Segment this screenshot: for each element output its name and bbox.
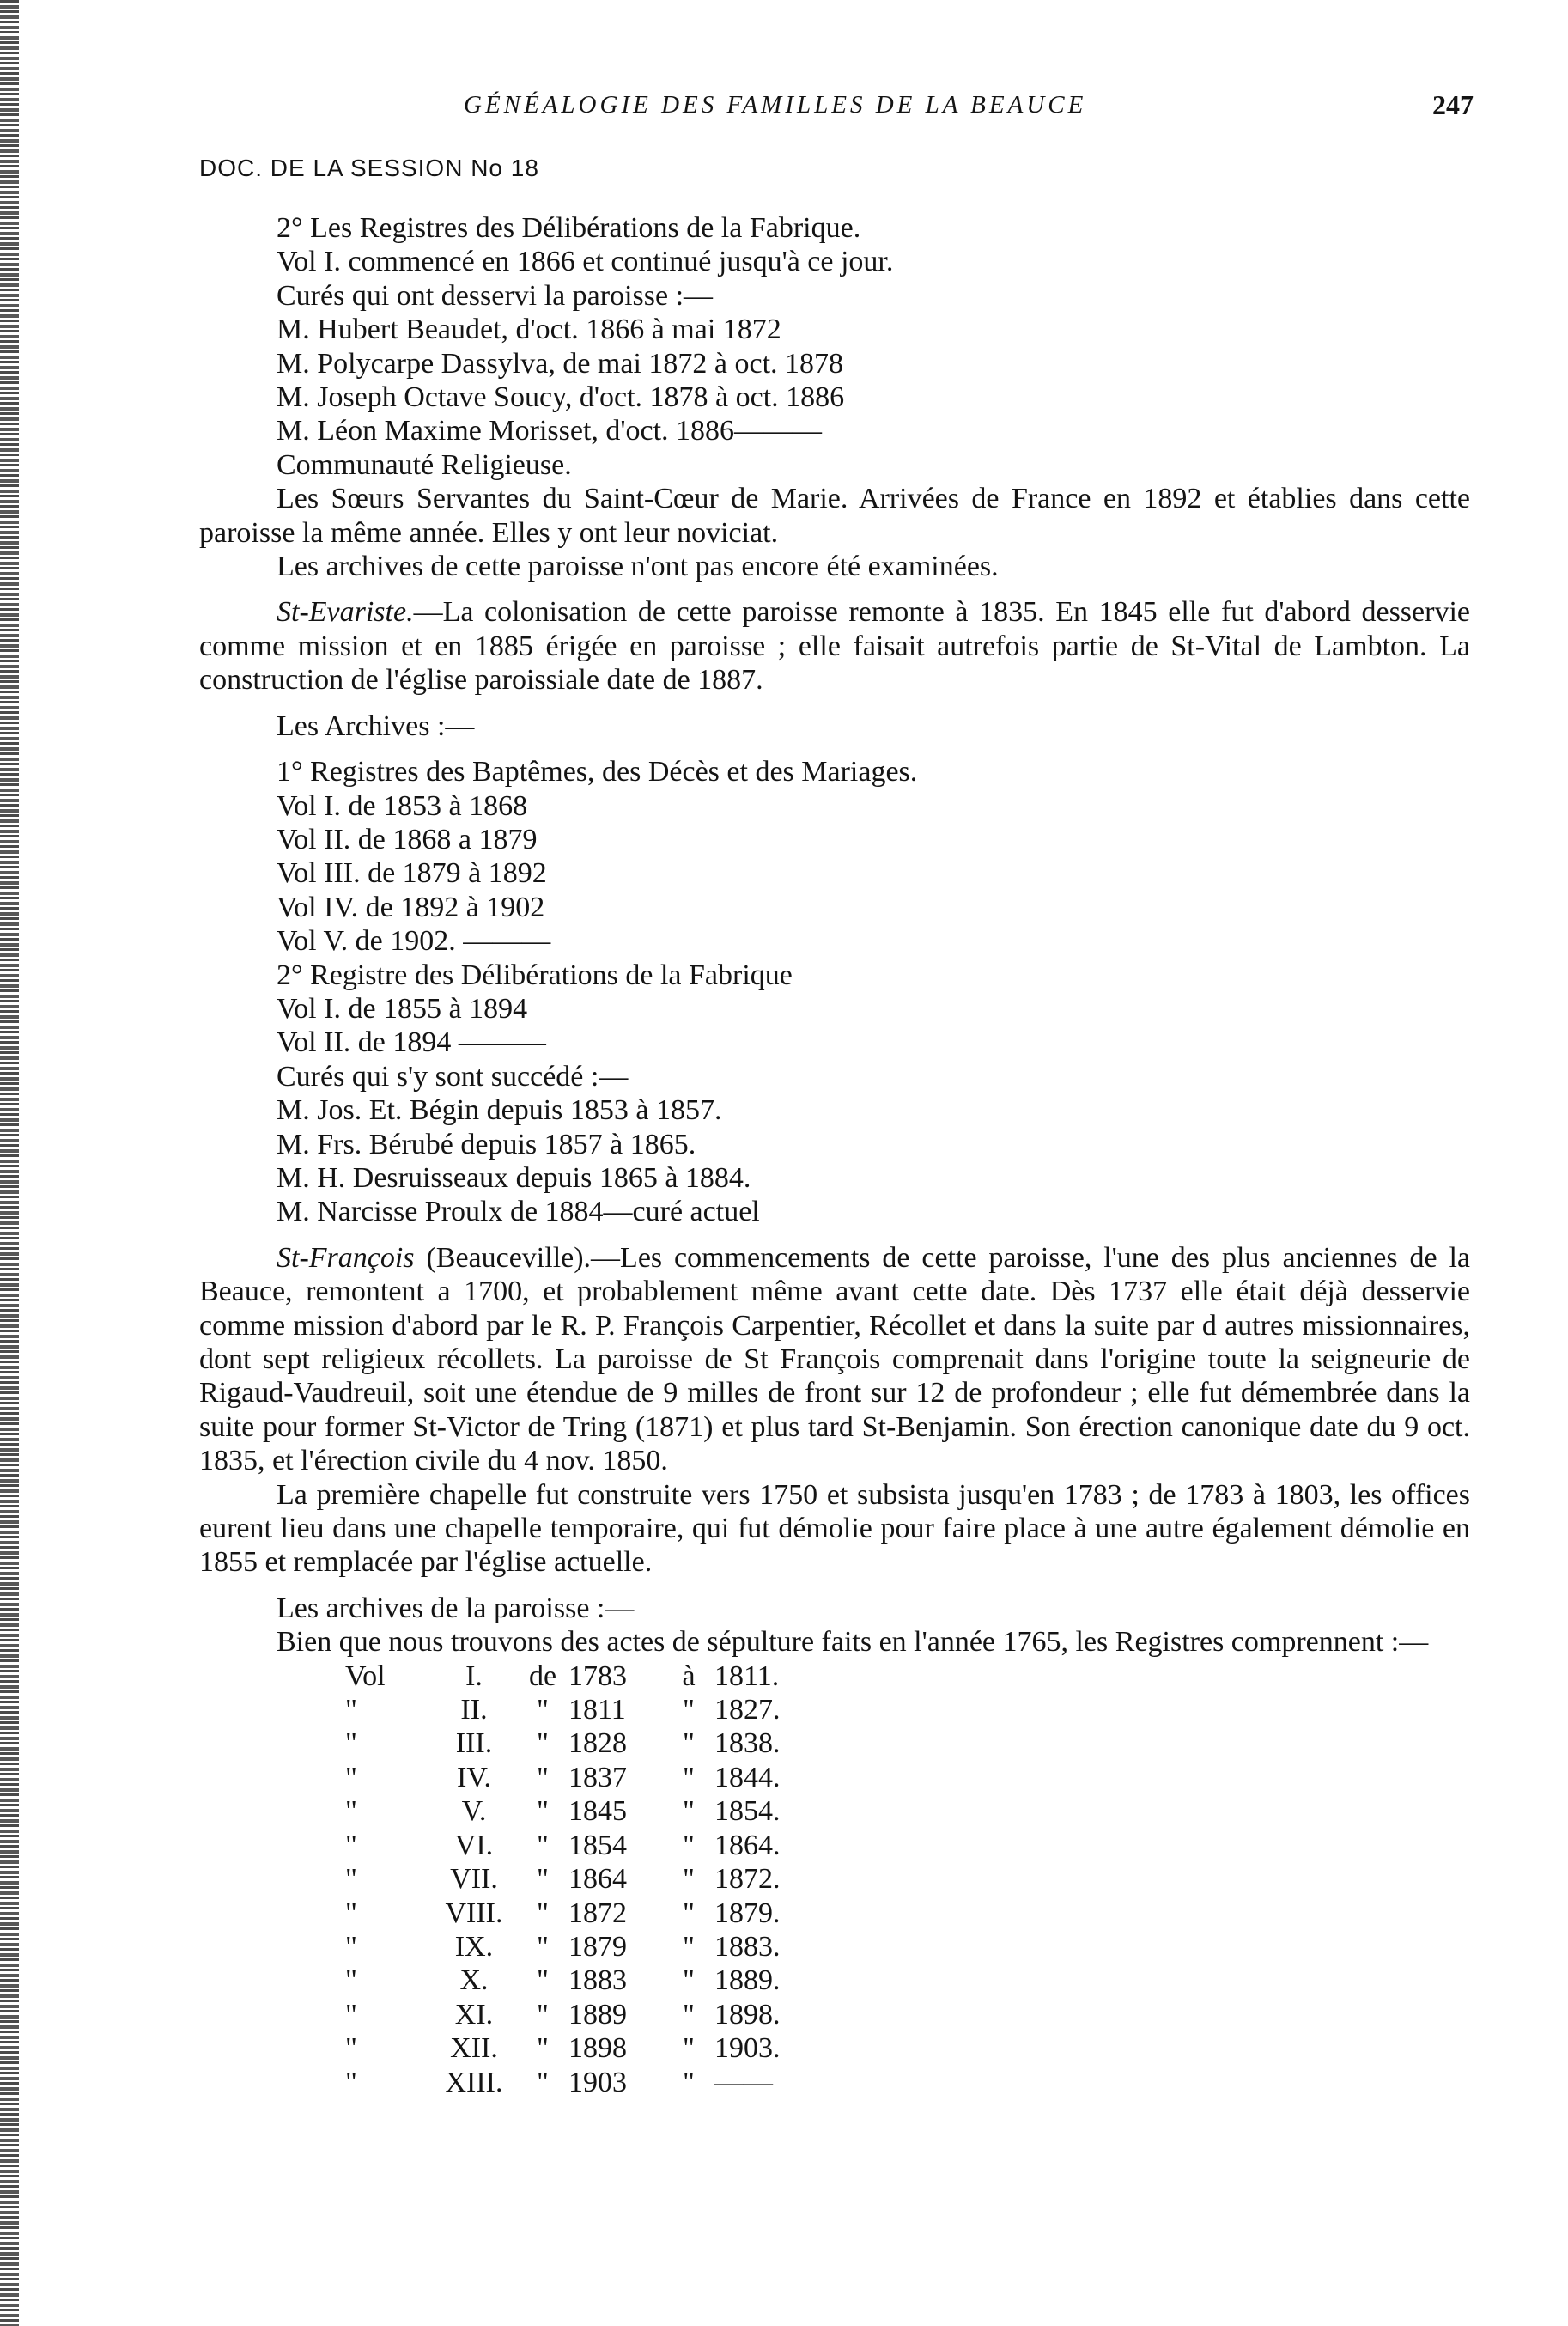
- volume-cell-de: ": [537, 1761, 549, 1793]
- volume-cell-a: ": [683, 1964, 695, 1997]
- volume-cell-num: IV.: [457, 1761, 491, 1793]
- volume-cell-de: ": [537, 1829, 549, 1861]
- volume-cell-vol: ": [345, 2032, 357, 2065]
- st-evariste-text: —La colonisation de cette paroisse remonte à 1835. En 1845 elle fut d'abord desservie comme mission et en 1885 érigée en paroisse ; elle faisait autrefois partie de St-Vital de Lambton. La construction de l'église paroissiale date de 1887.: [199, 596, 1470, 697]
- archives-heading: Les archives de la paroisse :—: [277, 1592, 635, 1624]
- volume-cell-a: ": [683, 1998, 695, 2031]
- volume-cell-from: 1783: [568, 1659, 627, 1692]
- volume-cell-a: ": [683, 1829, 695, 1861]
- registres-paragraph: Bien que nous trouvons des actes de sépulture faits en l'année 1765, les Registres comprennent :—: [277, 1626, 1429, 1659]
- volume-cell-from: 1903: [568, 2066, 627, 2098]
- text-line: M. Narcisse Proulx de 1884—curé actuel: [277, 1196, 760, 1228]
- volume-cell-from: 1883: [568, 1964, 627, 1997]
- text-line: Vol V. de 1902. ———: [277, 925, 551, 958]
- volume-cell-vol: ": [345, 1930, 357, 1963]
- archives-note: Les archives de cette paroisse n'ont pas encore été examinées.: [277, 551, 999, 583]
- running-title: GÉNÉALOGIE DES FAMILLES DE LA BEAUCE: [464, 91, 1087, 119]
- volume-row: [345, 2031, 817, 2065]
- volume-cell-from: 1898: [568, 2032, 627, 2065]
- volume-cell-num: II.: [460, 1694, 488, 1726]
- volume-row: [345, 1659, 817, 1693]
- volume-cell-from: 1837: [568, 1761, 627, 1793]
- volume-cell-num: I.: [465, 1659, 483, 1692]
- volume-cell-de: ": [537, 2032, 549, 2065]
- volume-cell-num: IX.: [454, 1930, 494, 1963]
- volume-cell-a: ": [683, 1930, 695, 1963]
- volume-cell-to: 1898.: [714, 1998, 781, 2031]
- volume-cell-from: 1828: [568, 1727, 627, 1760]
- volume-row: [345, 1897, 817, 1930]
- volume-cell-de: ": [537, 1727, 549, 1760]
- volume-cell-a: ": [683, 1694, 695, 1726]
- text-line: Vol II. de 1868 a 1879: [277, 823, 538, 856]
- volume-cell-de: ": [537, 1930, 549, 1963]
- volume-cell-vol: Vol: [345, 1659, 386, 1692]
- soeurs-paragraph: Les Sœurs Servantes du Saint-Cœur de Marie. Arrivées de France en 1892 et établies dans cette paroisse la même année. Elles y ont leur noviciat.: [199, 483, 1470, 549]
- volume-cell-num: III.: [455, 1727, 493, 1760]
- text-line: M. Léon Maxime Morisset, d'oct. 1886———: [277, 415, 823, 448]
- volume-cell-de: ": [537, 1964, 549, 1997]
- volume-cell-de: de: [528, 1659, 557, 1692]
- st-francois-paragraph: [199, 1241, 1470, 1478]
- volume-cell-vol: ": [345, 1694, 357, 1726]
- text-line: 2° Registre des Délibérations de la Fabrique: [277, 959, 793, 991]
- volume-cell-a: ": [683, 2032, 695, 2065]
- volume-cell-to: 1811.: [714, 1659, 780, 1692]
- volume-cell-from: 1879: [568, 1930, 627, 1963]
- volume-row: [345, 1726, 817, 1760]
- volume-row: [345, 1862, 817, 1896]
- text-line: M. Jos. Et. Bégin depuis 1853 à 1857.: [277, 1094, 722, 1127]
- archives-heading: Les Archives :—: [277, 709, 475, 742]
- volume-cell-a: ": [683, 1863, 695, 1896]
- volume-cell-a: ": [683, 1795, 695, 1828]
- volume-cell-from: 1811: [568, 1694, 626, 1726]
- text-line: Vol I. commencé en 1866 et continué jusqu'à ce jour.: [277, 246, 894, 278]
- volume-row: [345, 1794, 817, 1828]
- volume-cell-de: ": [537, 1897, 549, 1929]
- volume-row: [345, 1998, 817, 2031]
- volume-cell-from: 1889: [568, 1998, 627, 2031]
- st-francois-text: (Beauceville).—Les commencements de cette paroisse, l'une des plus anciennes de la Beauce, remontent a 1700, et probablement même avant cette date. Dès 1737 elle était déjà desservie comme mission d'abord par le R. P. François Carpentier, Récollet et dans la suite par d autres missionnaires, dont sept religieux récollets. La paroisse de St François comprenait dans l'origine toute la seigneurie de Rigaud-Vaudreuil, soit une étendue de 9 milles de front sur 12 de profondeur ; elle fut démembrée dans la suite pour former St-Victor de Tring (1871) et plus tard St-Benjamin. Son érection canonique date du 9 oct. 1835, et l'érection civile du 4 nov. 1850.: [199, 1241, 1470, 1477]
- page-body: [199, 211, 1470, 2099]
- text-line: Curés qui ont desservi la paroisse :—: [277, 279, 714, 312]
- text-line: M. Hubert Beaudet, d'oct. 1866 à mai 1872: [277, 314, 781, 346]
- volume-cell-vol: ": [345, 1795, 357, 1828]
- volume-row: [345, 2066, 817, 2099]
- volume-cell-from: 1845: [568, 1795, 627, 1828]
- volume-cell-to: 1864.: [714, 1829, 781, 1861]
- volume-cell-to: 1903.: [714, 2032, 781, 2065]
- text-line: Vol III. de 1879 à 1892: [277, 857, 547, 890]
- volume-cell-de: ": [537, 1863, 549, 1896]
- volumes-table: [345, 1659, 817, 2099]
- volume-cell-to: 1844.: [714, 1761, 781, 1793]
- volume-cell-from: 1854: [568, 1829, 627, 1861]
- volume-cell-vol: ": [345, 1897, 357, 1929]
- volume-cell-a: à: [682, 1659, 696, 1692]
- text-line: M. Joseph Octave Soucy, d'oct. 1878 à oct. 1886: [277, 381, 845, 414]
- volume-cell-vol: ": [345, 1727, 357, 1760]
- parish-name-st-evariste: St-Evariste.: [277, 596, 414, 629]
- volume-row: [345, 1761, 817, 1794]
- volume-cell-vol: ": [345, 1761, 357, 1793]
- volume-cell-vol: ": [345, 1998, 357, 2031]
- volume-cell-num: V.: [461, 1795, 487, 1828]
- volume-cell-num: XII.: [450, 2032, 498, 2065]
- volume-cell-a: ": [683, 1727, 695, 1760]
- volume-cell-to: 1827.: [714, 1694, 781, 1726]
- volume-cell-a: ": [683, 2066, 695, 2098]
- text-line: Vol I. de 1853 à 1868: [277, 789, 528, 822]
- volume-cell-to: 1879.: [714, 1897, 781, 1929]
- volume-cell-to: ——: [714, 2066, 773, 2098]
- volume-cell-num: XIII.: [445, 2066, 503, 2098]
- volume-cell-de: ": [537, 1694, 549, 1726]
- chapelle-paragraph: La première chapelle fut construite vers 1750 et subsista jusqu'en 1783 ; de 1783 à 1803, les offices eurent lieu dans une chapelle temporaire, qui fut démolie pour faire place à une autre également démolie en 1855 et remplacée par l'église actuelle.: [199, 1478, 1470, 1579]
- volume-cell-vol: ": [345, 2066, 357, 2098]
- text-line: 2° Les Registres des Délibérations de la Fabrique.: [277, 212, 861, 244]
- volume-row: [345, 1829, 817, 1862]
- volume-cell-num: X.: [459, 1964, 489, 1997]
- volume-row: [345, 1964, 817, 1997]
- st-evariste-paragraph: [199, 595, 1470, 697]
- volume-cell-de: ": [537, 2066, 549, 2098]
- volume-cell-to: 1883.: [714, 1930, 781, 1963]
- volume-cell-to: 1889.: [714, 1964, 781, 1997]
- volume-cell-de: ": [537, 1998, 549, 2031]
- volume-cell-vol: ": [345, 1863, 357, 1896]
- volume-cell-num: VII.: [450, 1863, 498, 1896]
- volume-cell-to: 1838.: [714, 1727, 781, 1760]
- text-line: Curés qui s'y sont succédé :—: [277, 1060, 629, 1093]
- parish-name-st-francois: St-François: [277, 1241, 415, 1274]
- volume-cell-num: VI.: [454, 1829, 494, 1861]
- volume-cell-de: ": [537, 1795, 549, 1828]
- text-line: M. Polycarpe Dassylva, de mai 1872 à oct. 1878: [277, 347, 844, 380]
- volume-cell-num: XI.: [454, 1998, 494, 2031]
- volume-row: [345, 1693, 817, 1726]
- text-line: 1° Registres des Baptêmes, des Décès et des Mariages.: [277, 756, 918, 789]
- volume-cell-a: ": [683, 1761, 695, 1793]
- volume-cell-from: 1864: [568, 1863, 627, 1896]
- text-line: M. H. Desruisseaux depuis 1865 à 1884.: [277, 1161, 751, 1194]
- volume-cell-vol: ": [345, 1829, 357, 1861]
- volume-cell-to: 1854.: [714, 1795, 781, 1828]
- text-line: Vol I. de 1855 à 1894: [277, 992, 528, 1025]
- volume-cell-from: 1872: [568, 1897, 627, 1929]
- page-number: 247: [1432, 89, 1474, 120]
- text-line: M. Frs. Bérubé depuis 1857 à 1865.: [277, 1128, 696, 1160]
- doc-reference: DOC. DE LA SESSION No 18: [199, 155, 539, 181]
- volume-row: [345, 1930, 817, 1964]
- text-line: Vol II. de 1894 ———: [277, 1026, 546, 1059]
- text-line: Communauté Religieuse.: [277, 448, 572, 481]
- binding-edge: [0, 0, 19, 2326]
- volume-cell-a: ": [683, 1897, 695, 1929]
- volume-cell-num: VIII.: [445, 1897, 503, 1929]
- volume-cell-to: 1872.: [714, 1863, 781, 1896]
- text-line: Vol IV. de 1892 à 1902: [277, 891, 545, 923]
- volume-cell-vol: ": [345, 1964, 357, 1997]
